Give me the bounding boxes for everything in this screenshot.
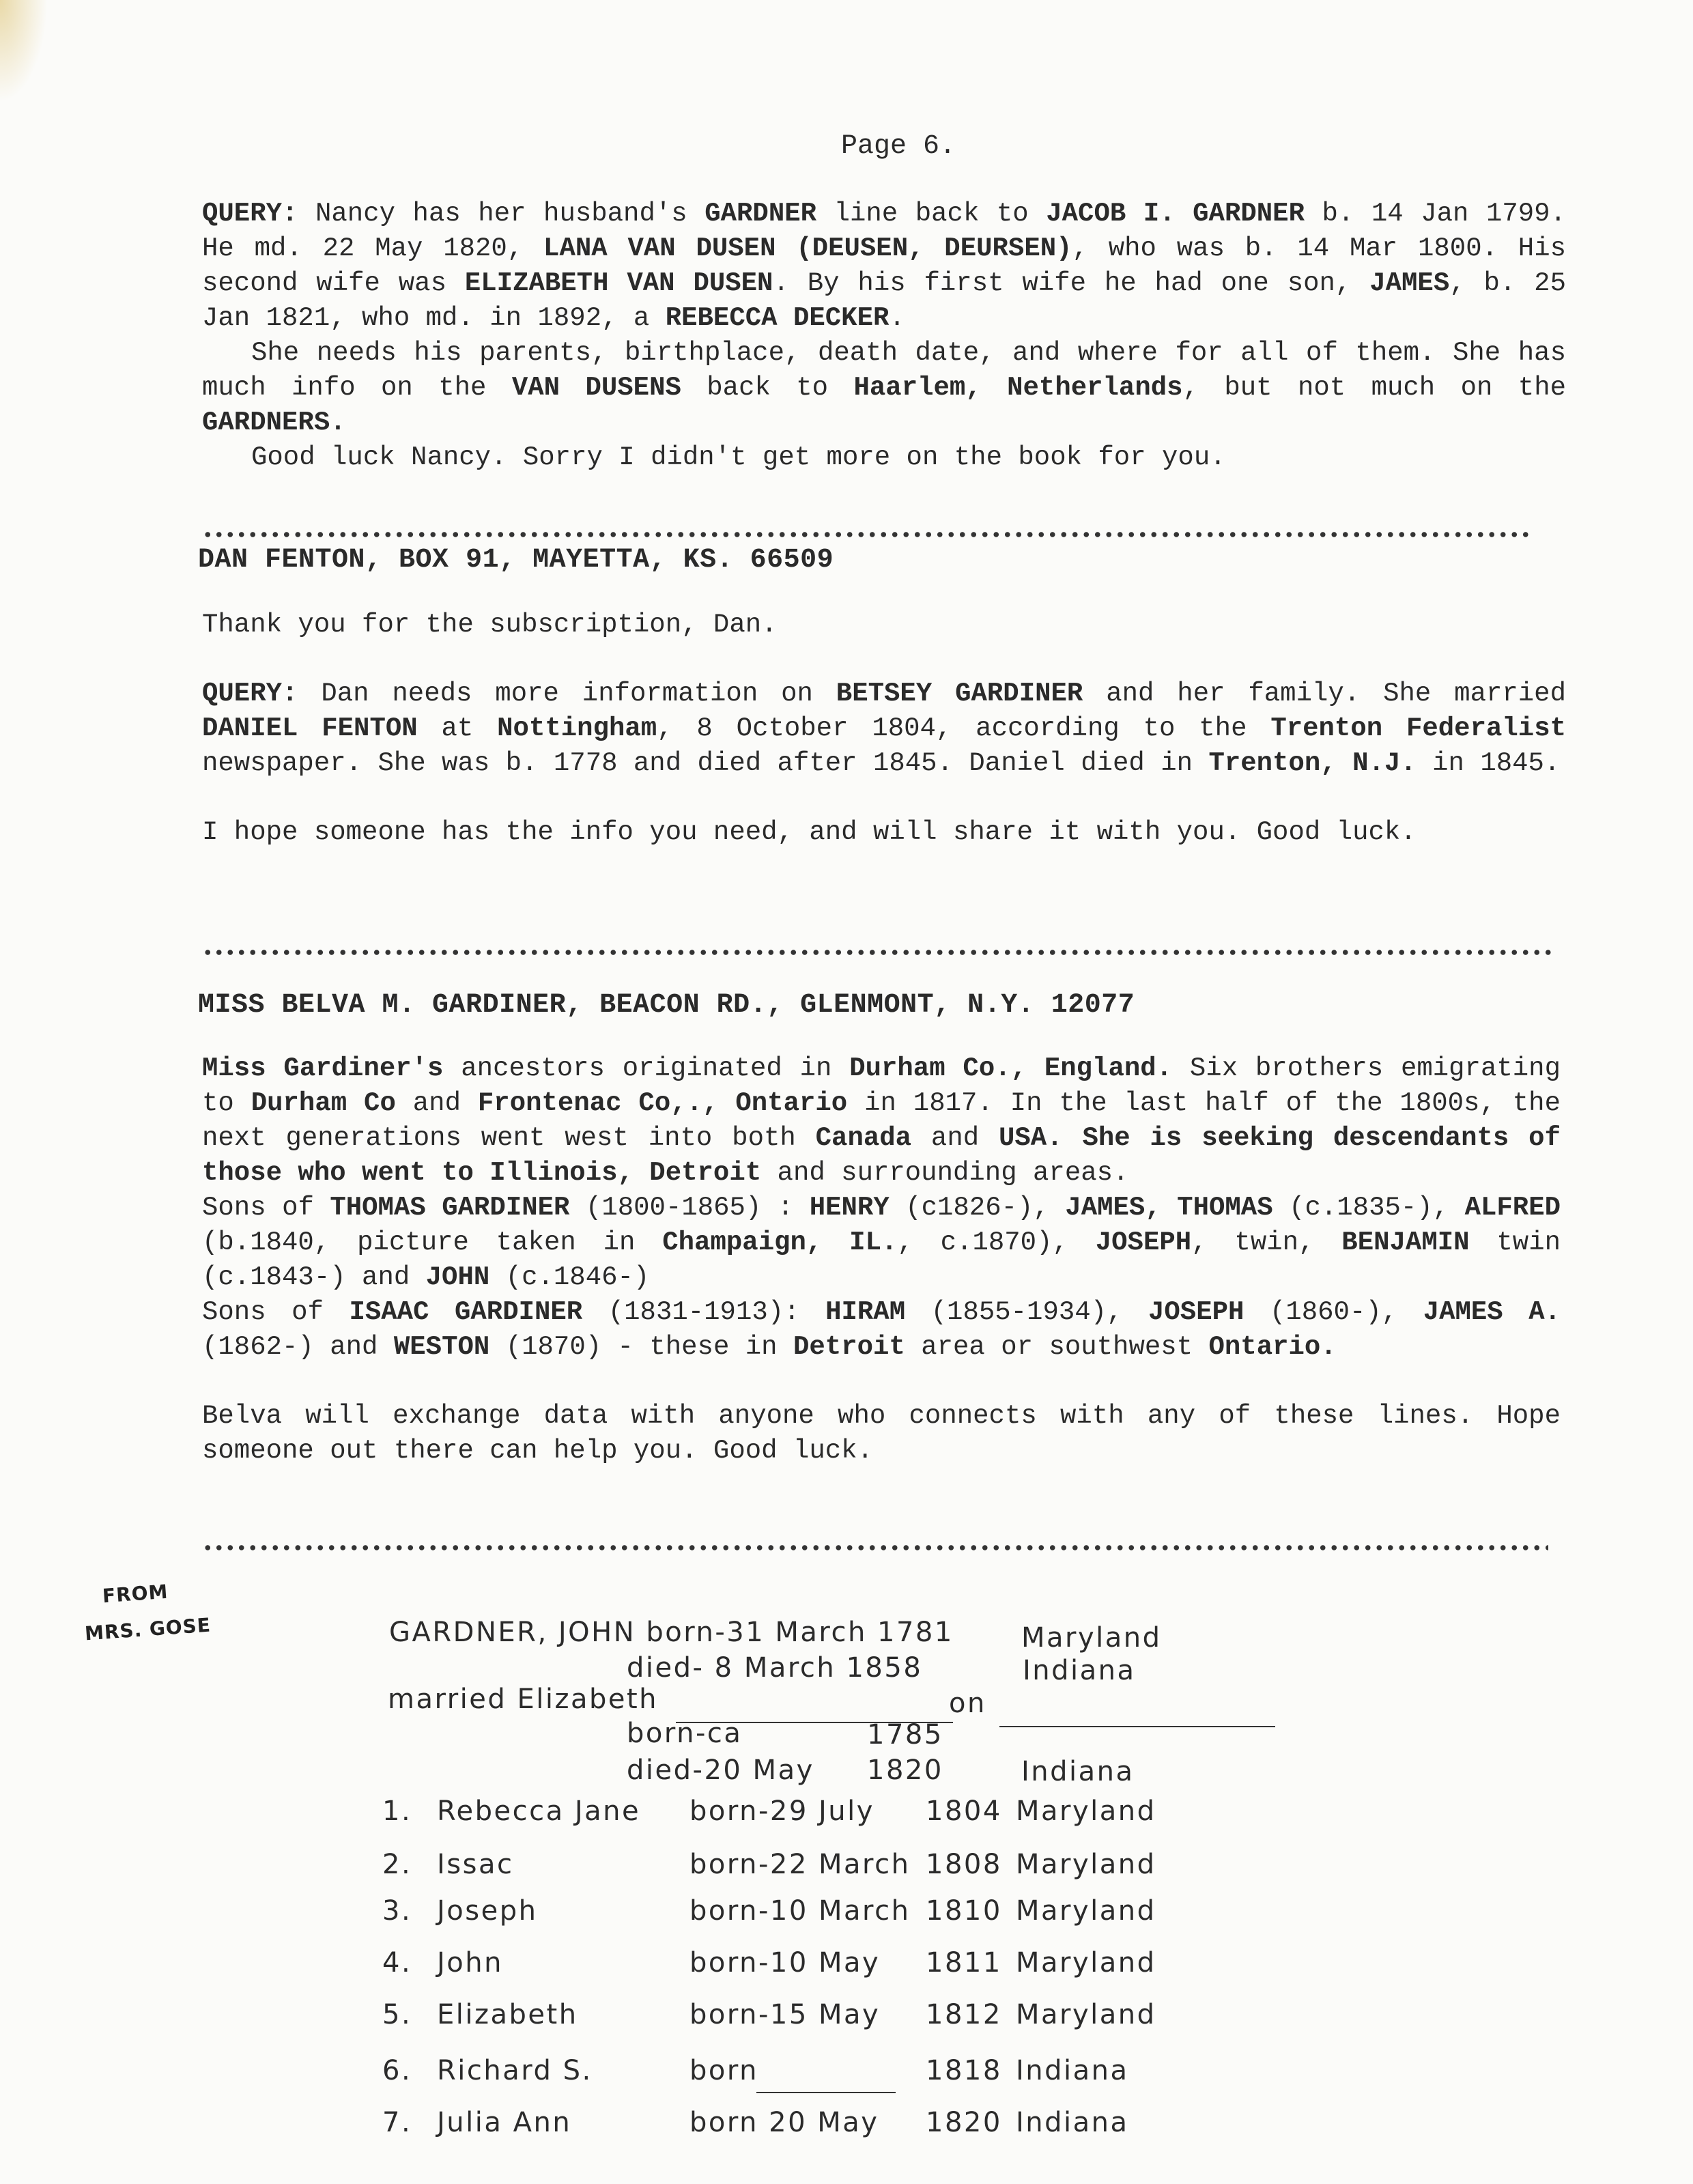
child-place: Maryland: [1016, 1999, 1156, 2030]
child-year: 1810: [926, 1895, 1002, 1927]
elizabeth-died-year: 1820: [867, 1755, 943, 1786]
elizabeth-died-label: died-20 May: [627, 1755, 814, 1786]
child-number: 3.: [382, 1895, 412, 1927]
john-death-place: Indiana: [1023, 1655, 1136, 1686]
married-line: married Elizabeth: [388, 1684, 659, 1715]
john-birth-place: Maryland: [1021, 1622, 1162, 1654]
query-nancy-goodluck: Good luck Nancy. Sorry I didn't get more on the book for you.: [251, 442, 1226, 472]
query-nancy-paragraph: QUERY: Nancy has her husband's GARDNER line back to JACOB I. GARDNER b. 14 Jan 1799. He md. 22 May 1820, LANA VAN DUSEN (DEUSEN, DEURSEN), who was b. 14 Mar 1800. His second wife was ELIZABETH VAN DUSEN. By his first wife he had one son, JAMES, b. 25 Jan 1821, who md. in 1892, a REBECCA DECKER.: [202, 199, 1567, 333]
child-name: Issac: [437, 1849, 514, 1880]
paper-stain: [0, 0, 48, 102]
child-number: 7.: [382, 2107, 412, 2138]
child-number: 1.: [382, 1796, 412, 1827]
child-name: Rebecca Jane: [437, 1796, 641, 1827]
child-name: Joseph: [437, 1895, 538, 1927]
belva-sons-thomas: Sons of THOMAS GARDINER (1800-1865) : HENRY (c1826-), JAMES, THOMAS (c.1835-), ALFRED (b.1840, picture taken in Champaign, IL., c.1870), JOSEPH, twin, BENJAMIN twin (c.1843-) and JOHN (c.1846-): [202, 1193, 1561, 1292]
elizabeth-born-year: 1785: [867, 1719, 943, 1750]
child-year: 1808: [926, 1849, 1002, 1880]
query-nancy-needs: She needs his parents, birthplace, death date, and where for all of them. She has much info on the VAN DUSENS back to Haarlem, Netherlands, but not much on the GARDNERS.: [202, 338, 1566, 438]
dotted-divider: [202, 531, 1531, 538]
child-year: 1812: [926, 1999, 1002, 2030]
dotted-divider: [202, 1544, 1548, 1551]
blank-line: [999, 1726, 1275, 1727]
child-born: born-29 July: [689, 1796, 874, 1827]
child-place: Indiana: [1016, 2055, 1129, 2086]
child-place: Maryland: [1016, 1895, 1156, 1927]
child-place: Maryland: [1016, 1796, 1156, 1827]
dotted-divider: [202, 949, 1556, 956]
fenton-hope: I hope someone has the info you need, and will share it with you. Good luck.: [202, 817, 1417, 847]
fenton-query: QUERY: Dan needs more information on BETSEY GARDINER and her family. She married DANIEL FENTON at Nottingham, 8 October 1804, according to the Trenton Federalist newspaper. She was b. 1778 and died after 1845. Daniel died in Trenton, N.J. in 1845.: [202, 679, 1567, 778]
blank-line: [756, 2092, 896, 2093]
child-place: Maryland: [1016, 1849, 1156, 1880]
child-number: 2.: [382, 1849, 412, 1880]
belva-sons-isaac: Sons of ISAAC GARDINER (1831-1913): HIRAM (1855-1934), JOSEPH (1860-), JAMES A. (1862-) and WESTON (1870) - these in Detroit area or southwest Ontario.: [202, 1297, 1561, 1362]
child-born: born: [689, 2055, 758, 2086]
child-year: 1811: [926, 1947, 1002, 1979]
belva-ancestors: Miss Gardiner's ancestors originated in Durham Co., England. Six brothers emigrating to Durham Co and Frontenac Co,., Ontario in 1817. In the last half of the 1800s, the next generations went west into both Canada and USA. She is seeking descendants of those who went to Illinois, Detroit and surrounding areas.: [202, 1053, 1561, 1188]
child-place: Indiana: [1016, 2107, 1129, 2138]
child-year: 1818: [926, 2055, 1002, 2086]
belva-heading: MISS BELVA M. GARDINER, BEACON RD., GLENMONT, N.Y. 12077: [198, 990, 1135, 1021]
child-born: born-10 May: [689, 1947, 881, 1979]
child-year: 1820: [926, 2107, 1002, 2138]
fenton-thanks: Thank you for the subscription, Dan.: [202, 610, 778, 640]
child-year: 1804: [926, 1796, 1002, 1827]
child-name: Richard S.: [437, 2055, 593, 2086]
child-number: 6.: [382, 2055, 412, 2086]
belva-section: [202, 1051, 1561, 1469]
married-on: on: [949, 1688, 986, 1719]
query-nancy: [202, 197, 1566, 475]
child-born: born-15 May: [689, 1999, 881, 2030]
elizabeth-died-place: Indiana: [1021, 1756, 1135, 1787]
handwritten-from: FROM: [101, 1580, 169, 1608]
belva-closing: Belva will exchange data with anyone who connects with any of these lines. Hope someone out there can help you. Good luck.: [202, 1401, 1561, 1466]
child-born: born 20 May: [689, 2107, 879, 2138]
fenton-heading: DAN FENTON, BOX 91, MAYETTA, KS. 66509: [198, 545, 834, 576]
child-name: Julia Ann: [437, 2107, 572, 2138]
child-name: Elizabeth: [437, 1999, 578, 2030]
child-place: Maryland: [1016, 1947, 1156, 1979]
fenton-section: [202, 608, 1566, 850]
elizabeth-born-label: born-ca: [627, 1718, 743, 1749]
child-name: John: [437, 1947, 503, 1979]
handwritten-mrs-gose: MRS. GOSE: [84, 1613, 212, 1645]
john-death: died- 8 March 1858: [627, 1652, 923, 1684]
child-born: born-10 March: [689, 1895, 911, 1927]
child-born: born-22 March: [689, 1849, 911, 1880]
child-number: 4.: [382, 1947, 412, 1979]
john-birth: GARDNER, JOHN born-31 March 1781: [389, 1617, 954, 1648]
child-number: 5.: [382, 1999, 412, 2030]
page-number: Page 6.: [841, 131, 956, 162]
